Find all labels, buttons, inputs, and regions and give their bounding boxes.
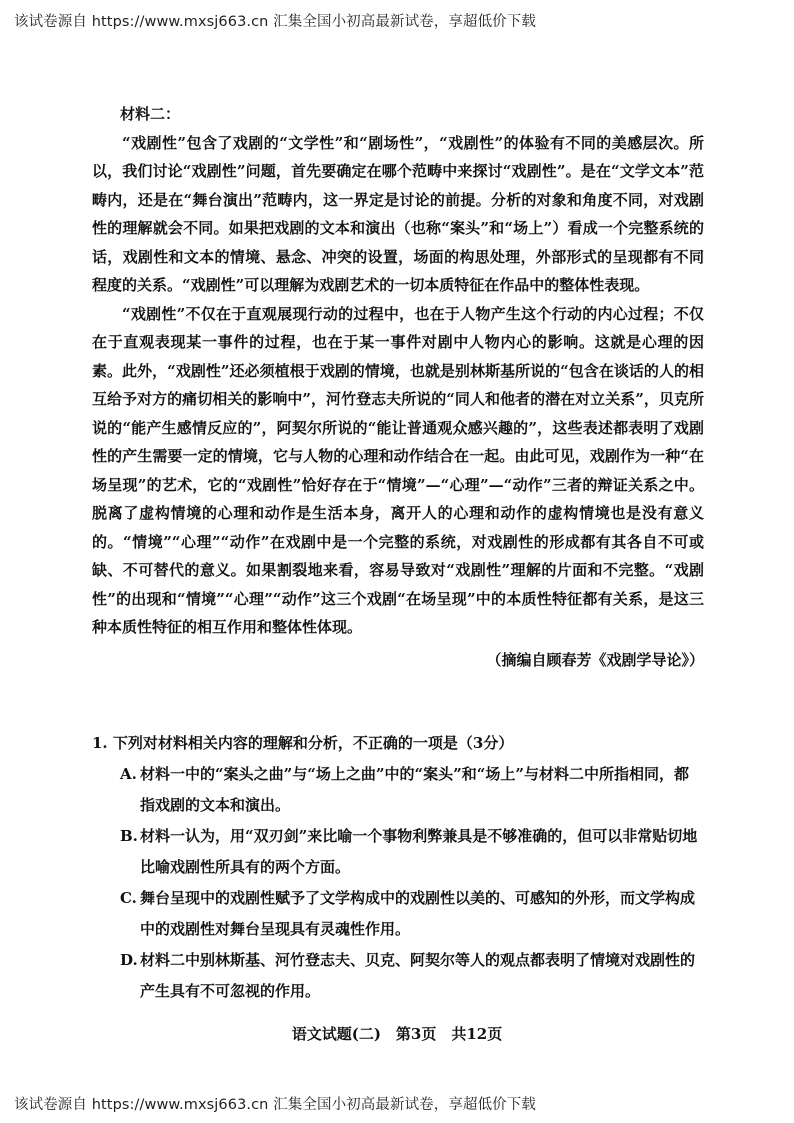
question-1-option-a (120, 759, 704, 821)
option-d-letter: D. (120, 951, 138, 969)
material-two-paragraph-1: “戏剧性”包含了戏剧的“文学性”和“剧场性”，“戏剧性”的体验有不同的美感层次。所以，我们讨论“戏剧性”问题，首先要确定在哪个范畴中来探讨“戏剧性”。是在“文学文本”范畴内，还是在“舞台演出”范畴内，这一界定是讨论的前提。分析的对象和角度不同，对戏剧性的理解就会不同。如果把戏剧的文本和演出（也称“案头”和“场上”）看成一个完整系统的话，戏剧性和文本的情境、悬念、冲突的设置，场面的构思处理，外部形式的呈现都有不同程度的关系。“戏剧性”可以理解为戏剧艺术的一切本质特征在作品中的整体性表现。 (92, 133, 704, 294)
material-two-paragraph-2: “戏剧性”不仅在于直观展现行动的过程中，也在于人物产生这个行动的内心过程；不仅在于直观表现某一事件的过程，也在于某一事件对剧中人物内心的影响。这就是心理的因素。此外，“戏剧性”还必须植根于戏剧的情境，也就是别林斯基所说的“包含在谈话的人的相互给予对方的痛切相关的影响中”，河竹登志夫所说的“同人和他者的潜在对立关系”，贝克所说的“能产生感情反应的”，阿契尔所说的“能让普通观众感兴趣的”，这些表述都表明了戏剧性的产生需要一定的情境，它与人物的心理和动作结合在一起。由此可见，戏剧作为一种“在场呈现”的艺术，它的“戏剧性”恰好存在于“情境”—“心理”—“动作”三者的辩证关系之中。脱离了虚构情境的心理和动作是生活本身，离开人的心理和动作的虚构情境也是没有意义的。“情境”“心理”“动作”在戏剧中是一个完整的系统，对戏剧性的形成都有其各自不可或缺、不可替代的意义。如果割裂地来看，容易导致对“戏剧性”理解的片面和不完整。“戏剧性”的出现和“情境”“心理”“动作”这三个戏剧“在场呈现”中的本质性特征都有关系，是这三种本质性特征的相互作用和整体性体现。 (92, 304, 704, 636)
question-1-option-c (120, 883, 704, 945)
option-b-letter: B. (120, 827, 138, 845)
question-1 (92, 728, 704, 1007)
option-d-text: 材料二中别林斯基、河竹登志夫、贝克、阿契尔等人的观点都表明了情境对戏剧性的产生具有不可忽视的作用。 (140, 951, 696, 1000)
material-two-source: （摘编自顾春芳《戏剧学导论》） (486, 650, 704, 669)
source-banner-bottom: 该试卷源自 https://www.mxsj663.cn 汇集全国小初高最新试卷，享超低价下载 (14, 1097, 536, 1113)
option-b-text: 材料一认为，用“双刃剑”来比喻一个事物利弊兼具是不够准确的，但可以非常贴切地比喻戏剧性所具有的两个方面。 (140, 827, 698, 876)
material-two-section (92, 100, 704, 674)
option-c-text: 舞台呈现中的戏剧性赋予了文学构成中的戏剧性以美的、可感知的外形，而文学构成中的戏剧性对舞台呈现具有灵魂性作用。 (140, 889, 696, 938)
option-c-letter: C. (120, 889, 137, 907)
option-a-letter: A. (120, 765, 137, 783)
source-banner-top: 该试卷源自 https://www.mxsj663.cn 汇集全国小初高最新试卷，享超低价下载 (14, 14, 536, 30)
material-two-heading: 材料二： (120, 105, 181, 123)
question-1-option-b (120, 821, 704, 883)
option-a-text: 材料一中的“案头之曲”与“场上之曲”中的“案头”和“场上”与材料二中所指相同，都指戏剧的文本和演出。 (140, 765, 690, 814)
page-footer: 语文试题(二) 第3页 共12页 (291, 1025, 503, 1043)
question-1-option-d (120, 945, 704, 1007)
question-1-stem: 1. 下列对材料相关内容的理解和分析，不正确的一项是（3分） (92, 734, 514, 752)
